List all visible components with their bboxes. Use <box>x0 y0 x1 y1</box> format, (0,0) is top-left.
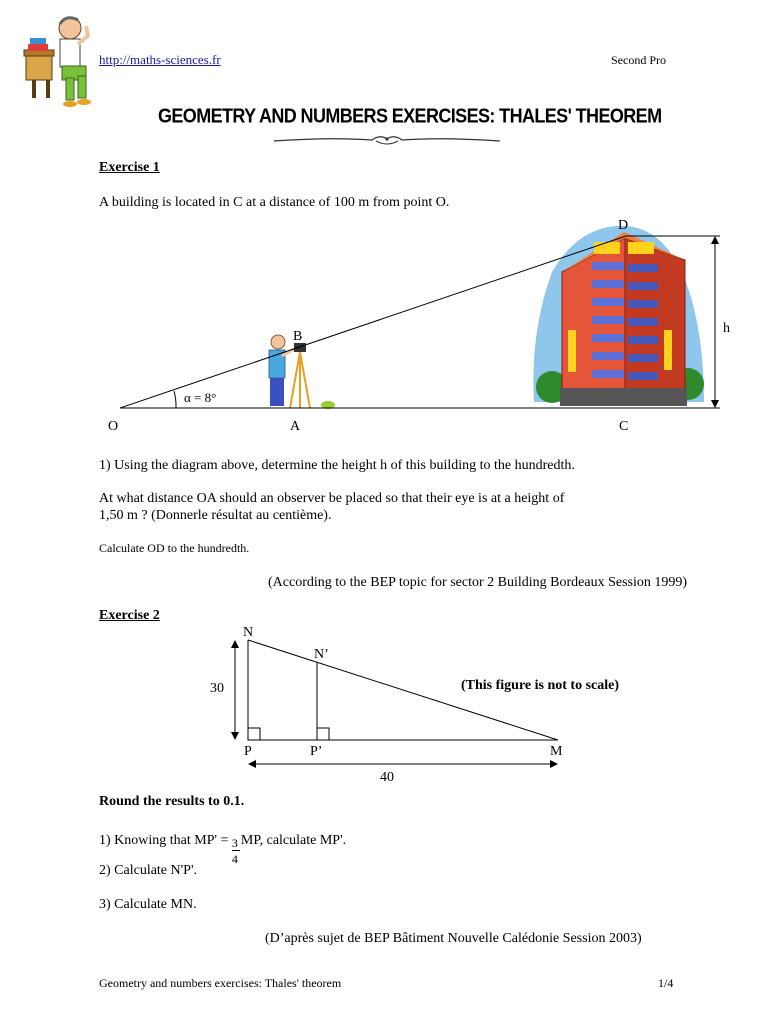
exercise2-question1 <box>99 832 347 866</box>
header-level: Second Pro <box>611 53 666 67</box>
title-ornament <box>272 130 502 148</box>
exercise2-figure <box>200 620 640 790</box>
label-M: M <box>550 744 563 759</box>
fraction-numerator: 3 <box>231 836 238 850</box>
question1-end: MP, calculate MP'. <box>240 833 347 848</box>
exercise2-heading: Exercise 2 <box>99 608 160 623</box>
label-O: O <box>108 419 119 434</box>
not-to-scale-note: (This figure is not to scale) <box>461 678 620 693</box>
exercise1-heading: Exercise 1 <box>99 160 160 175</box>
exercise2-question2: 2) Calculate N'P'. <box>99 863 197 878</box>
logo-illustration <box>22 14 98 110</box>
exercise1-question2-line1: At what distance OA should an observer be placed so that their eye is at a height of <box>99 491 565 506</box>
exercise1-question3: Calculate OD to the hundredth. <box>99 541 250 555</box>
footer-page-number: 1/4 <box>658 976 674 990</box>
exercise1-intro: A building is located in C at a distance of 100 m from point O. <box>99 195 450 210</box>
exercise1-question1: 1) Using the diagram above, determine the height h of this building to the hundredth. <box>99 458 575 473</box>
label-B: B <box>293 329 303 344</box>
exercise2-question3: 3) Calculate MN. <box>99 897 197 912</box>
label-N: N <box>243 625 254 640</box>
fraction-denominator: 4 <box>231 852 238 866</box>
exercise1-question2-line2: 1,50 m ? (Donnerle résultat au centième). <box>99 508 332 523</box>
label-Nprime: N’ <box>314 647 329 662</box>
exercise1-source: (According to the BEP topic for sector 2 Building Bordeaux Session 1999) <box>268 575 688 590</box>
building-base <box>560 388 687 406</box>
label-40: 40 <box>380 770 394 785</box>
exercise2-source: (D’après sujet de BEP Bâtiment Nouvelle Calédonie Session 2003) <box>265 931 642 946</box>
right-angle-P <box>248 728 260 740</box>
angle-arc <box>174 391 176 408</box>
page-title: GEOMETRY AND NUMBERS EXERCISES: THALES' THEOREM <box>158 104 662 127</box>
angle-label: α = 8° <box>184 390 217 405</box>
right-angle-Pp <box>317 728 329 740</box>
label-30: 30 <box>210 681 224 696</box>
footer-title: Geometry and numbers exercises: Thales' theorem <box>99 976 342 990</box>
label-D: D <box>618 218 629 233</box>
label-Pprime: P’ <box>310 744 323 759</box>
label-P: P <box>244 744 252 759</box>
label-A: A <box>290 419 301 434</box>
label-C: C <box>619 419 629 434</box>
header-url-link[interactable]: http://maths-sciences.fr <box>99 52 221 67</box>
question1-start: 1) Knowing that MP' = <box>99 833 229 848</box>
round-instruction: Round the results to 0.1. <box>99 794 245 809</box>
label-h: h <box>723 321 730 336</box>
exercise1-figure <box>100 212 760 442</box>
